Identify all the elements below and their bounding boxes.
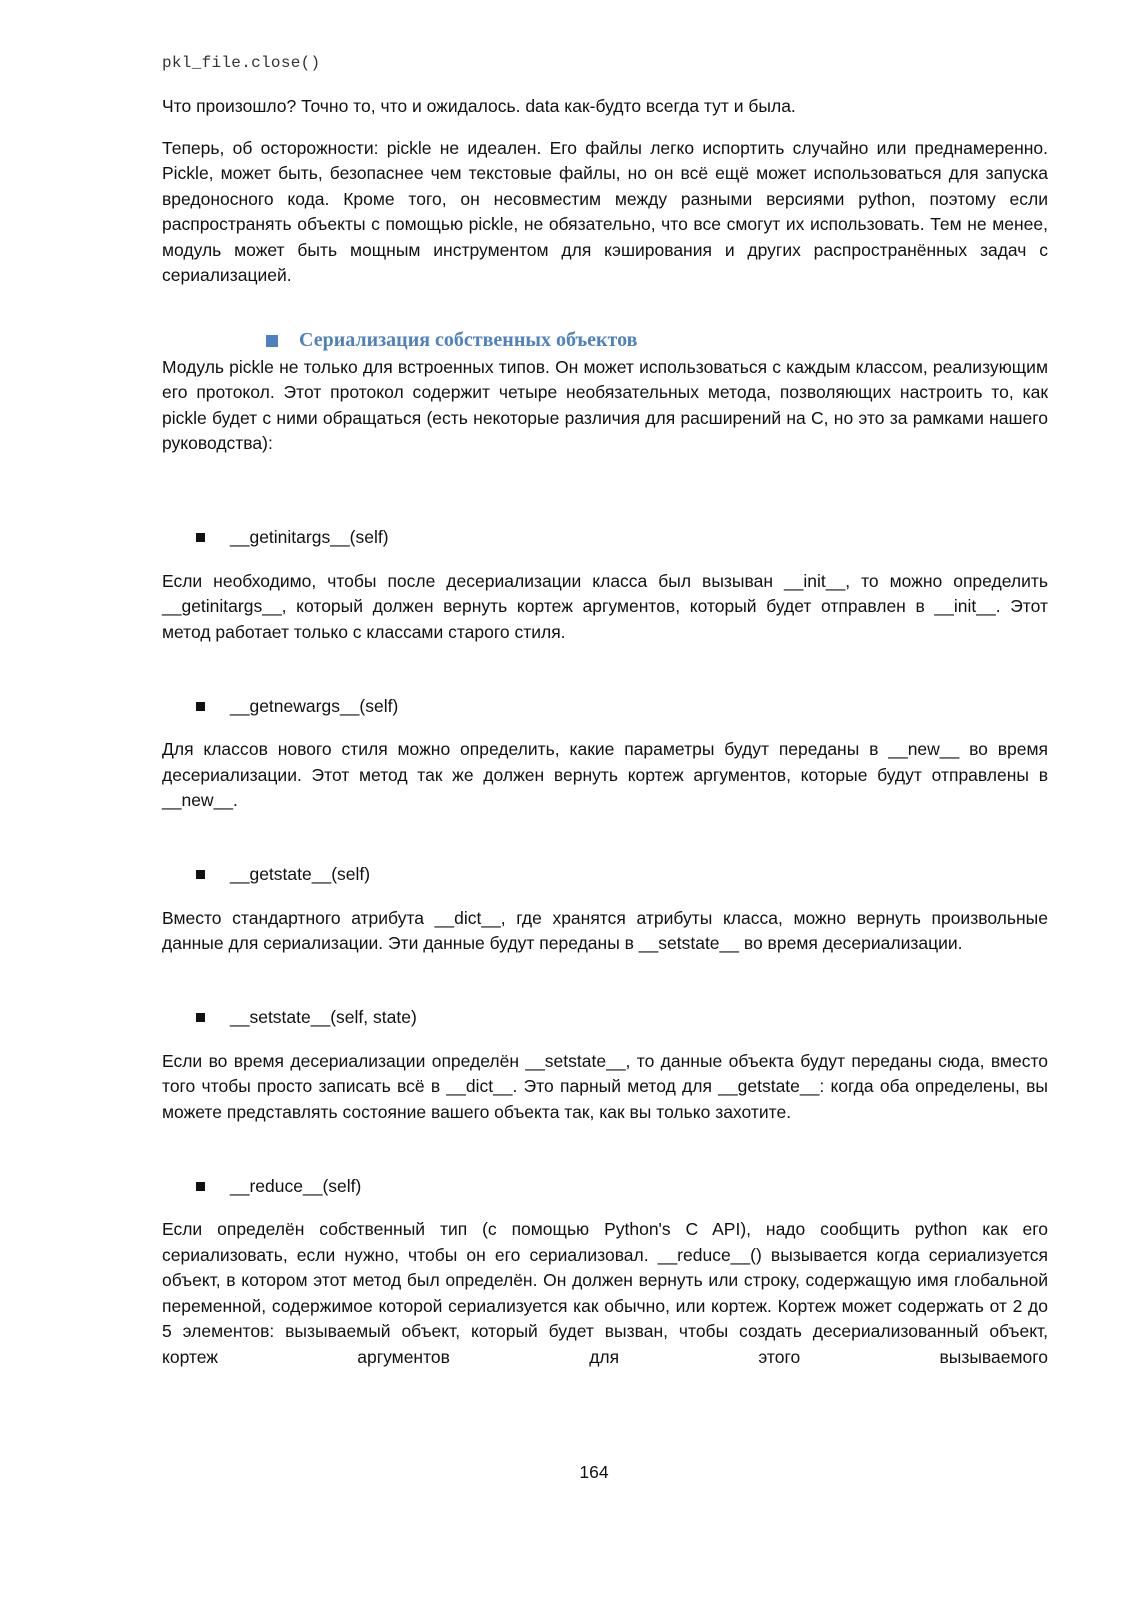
square-bullet-icon	[196, 533, 205, 542]
document-page	[162, 48, 1048, 1370]
method-description: Если во время десериализации определён __setstate__, то данные объекта будут переданы сюда, вместо того чтобы просто записать всё в __dict__. Это парный метод для __getstate__: когда оба определены, вы можете представлять состояние вашего объекта так, как вы только захотите.	[162, 1050, 1048, 1122]
section-heading-text: Сериализация собственных объектов	[299, 329, 638, 351]
method-bullet-getinitargs	[196, 525, 1048, 551]
paragraph-result: Что произошло? Точно то, что и ожидалось. data как-будто всегда тут и была.	[162, 96, 796, 116]
method-bullet-setstate	[196, 1005, 1048, 1031]
method-bullet-getnewargs	[196, 693, 1048, 719]
method-name: __setstate__(self, state)	[230, 1007, 417, 1027]
method-description: Для классов нового стиля можно определить, какие параметры будут переданы в __new__ во время десериализации. Этот метод так же должен вернуть кортеж аргументов, которые будут отправлены в __new__.	[162, 739, 1048, 810]
method-name: __getstate__(self)	[230, 864, 371, 884]
method-name: __getinitargs__(self)	[230, 527, 389, 547]
method-description: Если необходимо, чтобы после десериализации класса был вызыван __init__, то можно определить __getinitargs__, который должен вернуть кортеж аргументов, который будет отправлен в __init__. Этот метод работает только с классами старого стиля.	[162, 570, 1048, 642]
method-description: Вместо стандартного атрибута __dict__, где хранятся атрибуты класса, можно вернуть произвольные данные для сериализации. Эти данные будут переданы в __setstate__ во время десериализации.	[162, 907, 1048, 953]
method-bullet-reduce	[196, 1173, 1048, 1199]
method-description: Если определён собственный тип (с помощью Python's C API), надо сообщить python как его сериализовать, если нужно, чтобы он его сериализовал. __reduce__() вызывается когда сериализуется объект, в котором этот метод был определён. Он должен вернуть или строку, содержащую имя глобальной переменной, содержимое которой сериализуется как обычно, или кортеж. Кортеж может содержать от 2 до 5 элементов: вызываемый объект, который будет вызван, чтобы создать десериализованный объект, кортеж аргументов для этого вызываемого	[162, 1219, 1048, 1367]
section-heading	[266, 327, 1048, 355]
section-intro: Модуль pickle не только для встроенных типов. Он может использоваться с каждым классом, реализующим его протокол. Этот протокол содержит четыре необязательных метода, позволяющих настроить то, как pickle будет с ними обращаться (есть некоторые различия для расширений на C, но это за рамками нашего руководства):	[162, 356, 1048, 453]
method-bullet-getstate	[196, 862, 1048, 888]
method-name: __getnewargs__(self)	[230, 695, 399, 716]
square-bullet-icon	[196, 1182, 205, 1191]
paragraph-caution: Теперь, об осторожности: pickle не идеален. Его файлы легко испортить случайно или преднамеренно. Pickle, может быть, безопаснее чем текстовые файлы, но он всё ещё может использоваться для запуска вредоносного кода. Кроме того, он несовместим между разными версиями python, поэтому если распространять объекты с помощью pickle, не обязательно, что все смогут их использовать. Тем не менее, модуль может быть мощным инструментом для кэширования и других распространённых задач с сериализацией.	[162, 137, 1048, 285]
code-line: pkl_file.close()	[162, 54, 321, 72]
page-number: 164	[579, 1462, 609, 1482]
heading-square-bullet-icon	[266, 335, 278, 347]
square-bullet-icon	[196, 702, 205, 711]
method-name: __reduce__(self)	[230, 1175, 362, 1196]
square-bullet-icon	[196, 870, 205, 879]
square-bullet-icon	[196, 1013, 205, 1022]
